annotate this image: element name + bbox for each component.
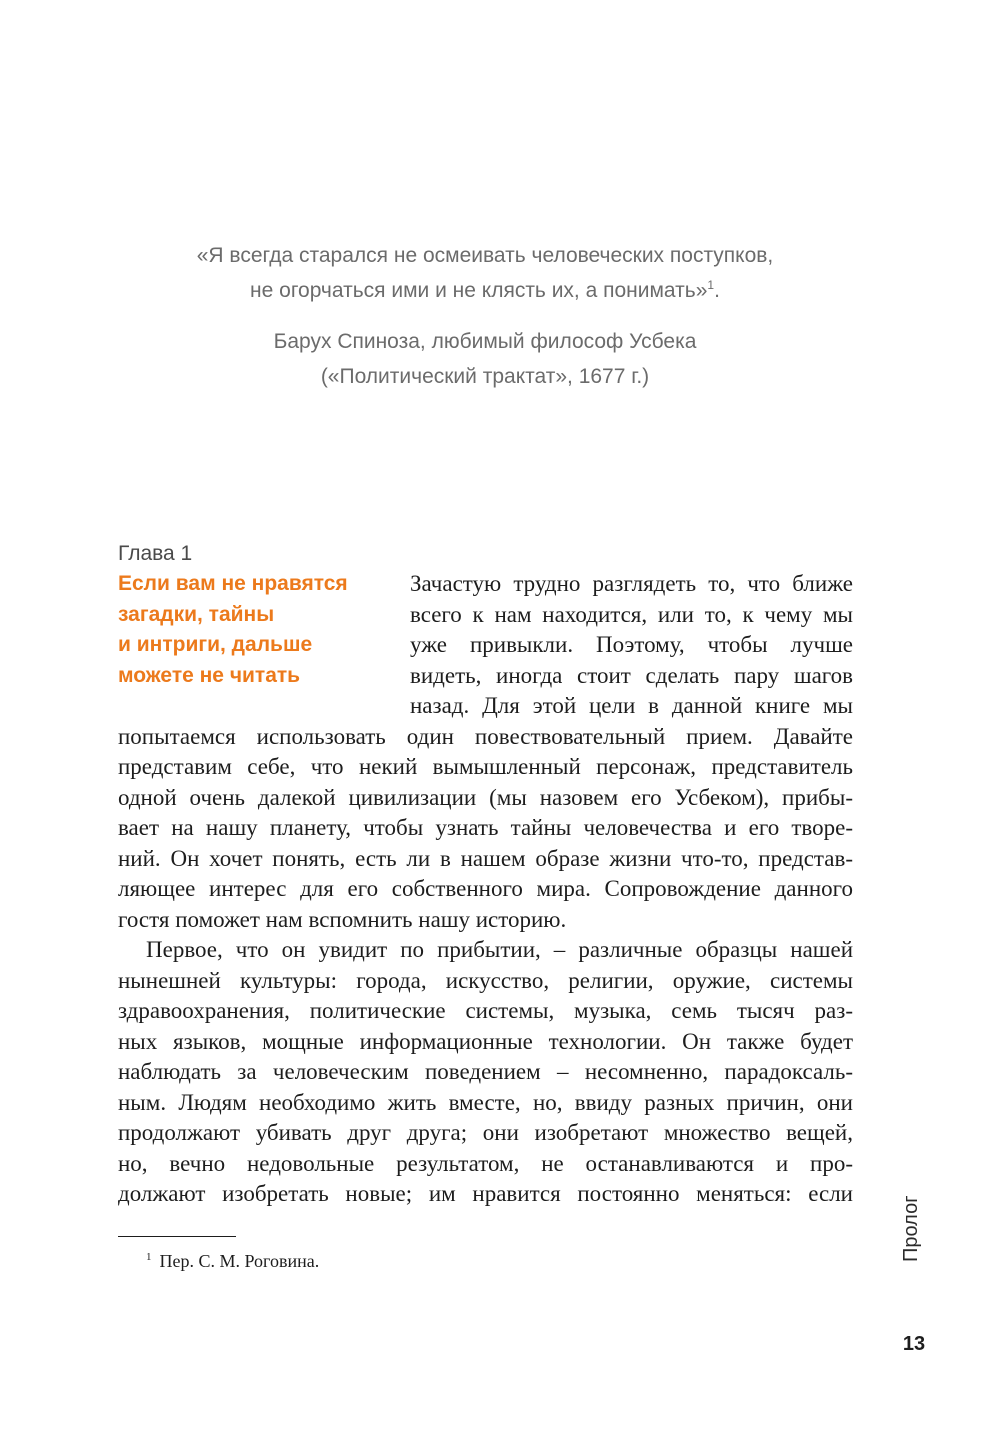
epigraph-quote	[120, 238, 850, 308]
paragraph	[118, 935, 853, 1210]
footnote-text: Пер. С. М. Роговина.	[159, 1251, 320, 1271]
text-line: нынешней культуры: города, искусство, религии, оружие, системы	[118, 967, 853, 993]
page-number: 13	[902, 1333, 926, 1355]
epigraph-quote-line: «Я всегда старался не осмеивать человеческих поступков,	[196, 244, 774, 267]
text-line: попытаемся использовать один повествовательный прием. Давайте	[118, 723, 853, 749]
text-line: представим себе, что некий вымышленный персонаж, представитель	[118, 754, 853, 779]
text-line: уже привыкли. Поэтому, чтобы лучше	[410, 632, 853, 657]
epigraph	[120, 238, 850, 394]
text-line: одной очень далекой цивилизации (мы назовем его Усбеком), прибы-	[118, 784, 853, 810]
running-head	[898, 1195, 928, 1270]
footnote	[146, 1244, 319, 1274]
text-line: Зачастую трудно разглядеть то, что ближе	[410, 571, 853, 596]
text-line: гостя поможет нам вспомнить нашу историю.	[118, 906, 567, 932]
epigraph-attribution	[120, 324, 850, 394]
text-line: вает на нашу планету, чтобы узнать тайны человечества и его творе-	[118, 815, 853, 840]
epigraph-quote-line: не огорчаться ими и не клясть их, а понимать»	[250, 279, 708, 302]
running-head-text: Пролог	[900, 1195, 922, 1262]
text-line: назад. Для этой цели в данной книге мы	[410, 693, 853, 718]
paragraph	[118, 569, 853, 935]
epigraph-quote-end: .	[714, 279, 720, 302]
text-line: всего к нам находится, или то, к чему мы	[410, 601, 853, 627]
chapter-title-line: Если вам не нравятся	[118, 572, 348, 595]
text-line: ний. Он хочет понять, есть ли в нашем образе жизни что-то, представ-	[118, 845, 853, 871]
epigraph-attribution-line: («Политический трактат», 1677 г.)	[320, 365, 650, 388]
text-line: видеть, иногда стоит сделать пару шагов	[410, 662, 853, 688]
footnote-number: 1	[146, 1251, 152, 1263]
footnote-reference: 1	[707, 278, 715, 292]
text-line: Первое, что он увидит по прибытии, – различные образцы нашей	[146, 937, 853, 962]
text-line: ных языков, мощные информационные технологии. Он также будет	[118, 1028, 853, 1054]
text-line: должают изобретать новые; им нравится постоянно меняться: если	[118, 1181, 853, 1206]
chapter-title-line: можете не читать	[118, 663, 301, 687]
body-text	[118, 569, 853, 1210]
text-line: наблюдать за человеческим поведением – несомненно, парадоксаль-	[118, 1059, 853, 1084]
text-line: ляющее интерес для его собственного мира. Сопровождение данного	[118, 876, 853, 901]
chapter-label: Глава 1	[118, 542, 193, 565]
chapter-title-line: загадки, тайны	[118, 602, 275, 626]
text-line: продолжают убивать друг друга; они изобретают множество вещей,	[118, 1120, 853, 1145]
text-line: но, вечно недовольные результатом, не останавливаются и про-	[118, 1150, 853, 1176]
text-line: здравоохранения, политические системы, музыка, семь тысяч раз-	[118, 998, 853, 1023]
footnote-divider	[118, 1236, 236, 1237]
chapter-title-line: и интриги, дальше	[118, 633, 313, 656]
epigraph-attribution-line: Барух Спиноза, любимый философ Усбека	[273, 330, 697, 353]
text-line: ным. Людям необходимо жить вместе, но, ввиду разных причин, они	[118, 1089, 853, 1115]
